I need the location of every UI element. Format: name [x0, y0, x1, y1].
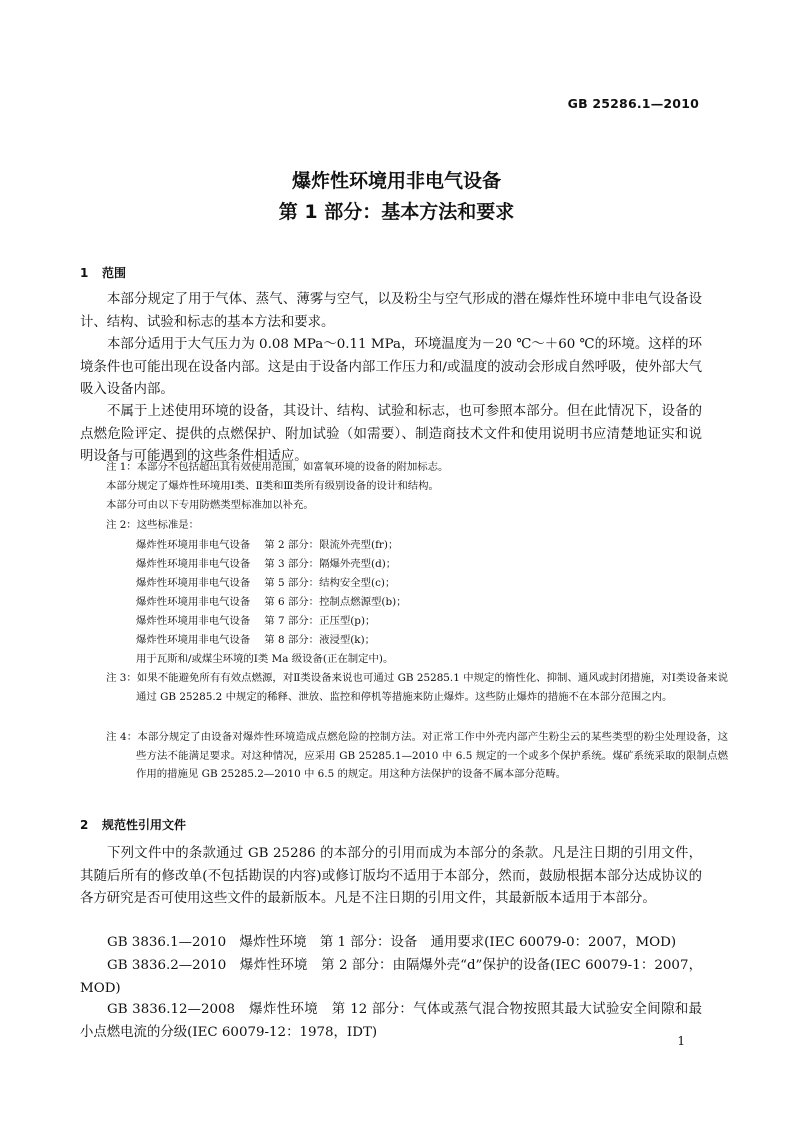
reference-entry: GB 3836.12—2008 爆炸性环境 第 12 部分：气体或蒸气混合物按照其最大试验安全间隙和最小点燃电流的分级(IEC 60079-12：1978，IDT) — [80, 1002, 702, 1040]
note-3: 注 3：如果不能避免所有有效点燃源，对Ⅱ类设备来说也可通过 GB 25285.1 中规定的惰性化、抑制、通风或封闭措施，对Ⅰ类设备来说通过 GB 25285.2 中规定的稀释、泄放、监控和停机等措施来防止爆炸。这些防止爆炸的措施不在本部分范围之内。 — [106, 672, 728, 703]
reference-entry: GB 3836.1—2010 爆炸性环境 第 1 部分：设备 通用要求(IEC 60079-0：2007，MOD) — [107, 935, 677, 950]
note-4: 注 4：本部分规定了由设备对爆炸性环境造成点燃危险的控制方法。对正常工作中外壳内部产生粉尘云的某些类型的粉尘处理设备，这些方法不能满足要求。对这种情况，应采用 GB 25285.1—2010 中 6.5 规定的一个或多个保护系统。煤矿系统采取的限制点燃作用的措施见 GB 25285.2—2010 中 6.5 的规定。用这种方法保护的设备不属本部分范畴。 — [106, 731, 728, 780]
standards-list-item: 爆炸性环境用非电气设备 第 6 部分：控制点燃源型(b)； — [136, 596, 407, 608]
standards-list-item: 爆炸性环境用非电气设备 第 8 部分：液浸型(k)； — [136, 634, 376, 646]
standards-list-item: 爆炸性环境用非电气设备 第 7 部分：正压型(p)； — [136, 615, 376, 627]
note-1-line-b: 本部分可由以下专用防燃类型标准加以补充。 — [106, 499, 314, 511]
note-1: 注 1：本部分不包括超出其有效使用范围，如富氧环境的设备的附加标志。 — [106, 461, 449, 473]
scope-paragraph-3: 不属于上述使用环境的设备，其设计、结构、试验和标志，也可参照本部分。但在此情况下，设备的点燃危险评定、提供的点燃保护、附加试验（如需要）、制造商技术文件和使用说明书应清楚地证实和说明设备与可能遇到的这些条件相适应。 — [80, 404, 702, 464]
section-1-title: 范围 — [102, 266, 127, 280]
section-1-number: 1 — [80, 266, 89, 280]
page-number: 1 — [677, 1034, 685, 1048]
document-title-line2: 第 1 部分：基本方法和要求 — [278, 201, 515, 223]
standards-list-item: 爆炸性环境用非电气设备 第 2 部分：限流外壳型(fr)； — [136, 539, 399, 551]
document-title-line1: 爆炸性环境用非电气设备 — [291, 170, 501, 192]
note-1-line-a: 本部分规定了爆炸性环境用Ⅰ类、Ⅱ类和Ⅲ类所有级别设备的设计和结构。 — [106, 480, 439, 492]
normative-references-paragraph: 下列文件中的条款通过 GB 25286 的本部分的引用而成为本部分的条款。凡是注日期的引用文件，其随后所有的修改单(不包括勘误的内容)或修订版均不适用于本部分，然而，鼓励根据本部分达成协议的各方研究是否可使用这些文件的最新版本。凡是不注日期的引用文件，其最新版本适用于本部分。 — [80, 846, 702, 906]
standard-code: GB 25286.1—2010 — [567, 96, 699, 111]
section-2-number: 2 — [80, 818, 89, 832]
standards-list-item: 爆炸性环境用非电气设备 第 5 部分：结构安全型(c)； — [136, 577, 396, 589]
section-1-heading — [80, 264, 126, 281]
section-2-title: 规范性引用文件 — [102, 818, 187, 832]
scope-paragraph-2: 本部分适用于大气压力为 0.08 MPa～0.11 MPa，环境温度为－20 ℃～＋60 ℃的环境。这样的环境条件也可能出现在设备内部。这是由于设备内部工作压力和/或温度的波动会形成自然呼吸，使外部大气吸入设备内部。 — [80, 337, 702, 397]
reference-entry: GB 3836.2—2010 爆炸性环境 第 2 部分：由隔爆外壳“d”保护的设备(IEC 60079-1：2007，MOD) — [80, 958, 702, 996]
scope-paragraph-1: 本部分规定了用于气体、蒸气、薄雾与空气，以及粉尘与空气形成的潜在爆炸性环境中非电气设备设计、结构、试验和标志的基本方法和要求。 — [80, 292, 702, 330]
standards-list-tail: 用于瓦斯和/或煤尘环境的Ⅰ类 Ma 级设备(正在制定中)。 — [136, 653, 394, 665]
note-2-intro: 注 2：这些标准是： — [106, 519, 200, 531]
section-2-heading — [80, 816, 186, 833]
standards-list-item: 爆炸性环境用非电气设备 第 3 部分：隔爆外壳型(d)； — [136, 558, 397, 570]
